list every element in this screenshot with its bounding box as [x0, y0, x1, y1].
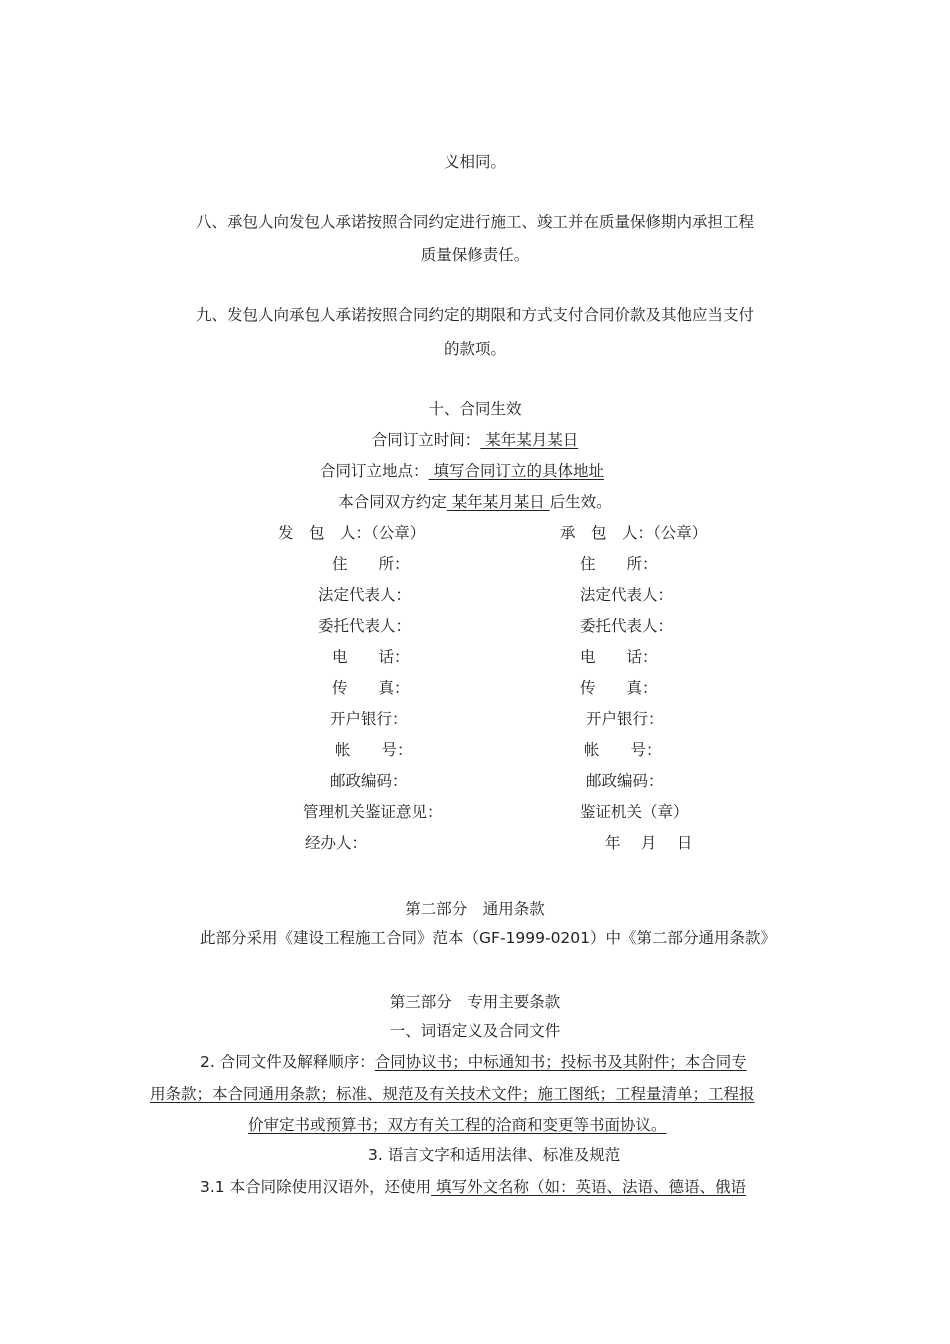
- employer-fax: 传 真：: [332, 679, 410, 697]
- item-2-text-1: 合同协议书；中标通知书；投标书及其附件；本合同专: [374, 1053, 747, 1071]
- contract-effect-suffix: 后生效。: [549, 493, 612, 511]
- employer-agent: 委托代表人：: [318, 617, 412, 635]
- item-3-heading: [368, 1143, 620, 1165]
- contract-effect-row: [0, 490, 950, 512]
- employer-phone: 电 话：: [332, 648, 410, 666]
- contract-time-label: 合同订立时间：: [371, 431, 481, 449]
- employer-bank: 开户银行：: [330, 710, 408, 728]
- contractor-bank: 开户银行：: [586, 710, 664, 728]
- item-2-number: 2: [200, 1053, 210, 1071]
- continuation-text: 义相同。: [443, 153, 506, 171]
- item-3-1-line: [200, 1175, 746, 1197]
- item-3-1-value: 填写外文名称（如：英语、法语、德语、俄语: [431, 1178, 747, 1196]
- handler: 经办人：: [305, 834, 368, 852]
- item-2-text-2: 用条款；本合同通用条款；标准、规范及有关技术文件；施工图纸；工程量清单；工程报: [150, 1085, 755, 1103]
- part-2-title: 第二部分 通用条款: [405, 900, 545, 918]
- contractor-account: 帐 号：: [584, 741, 662, 759]
- contract-effect-prefix: 本合同双方约定: [338, 493, 447, 511]
- contract-place-label: 合同订立地点：: [320, 462, 429, 480]
- contract-place-value: 填写合同订立的具体地址: [428, 462, 604, 480]
- part-2-desc-code: GF-1999-0201: [479, 929, 591, 947]
- item-3-label: . 语言文字和适用法律、标准及规范: [377, 1146, 621, 1164]
- contract-effect-value: 某年某月某日: [446, 493, 550, 511]
- authority-opinion: 管理机关鉴证意见：: [303, 803, 443, 821]
- employer-legal-rep: 法定代表人：: [318, 586, 412, 604]
- item-2-line-3: [248, 1113, 675, 1135]
- signature-date: 年 月 日: [605, 834, 693, 852]
- item-3-number: 3: [368, 1146, 378, 1164]
- contract-time-value: 某年某月某日: [480, 431, 579, 449]
- clause-9-line-2: 的款项。: [443, 340, 506, 358]
- employer-postcode: 邮政编码：: [330, 772, 408, 790]
- contract-place-row: [0, 459, 950, 481]
- item-2-text-3: 价审定书或预算书；双方有关工程的洽商和变更等书面协议。: [248, 1116, 667, 1134]
- part-3-subtitle: 一、词语定义及合同文件: [389, 1022, 561, 1040]
- part-2-description: [200, 926, 776, 948]
- employer-account: 帐 号：: [335, 741, 413, 759]
- part-3-title: 第三部分 专用主要条款: [389, 993, 561, 1011]
- part-2-desc-suffix: ）中《第二部分通用条款》: [590, 929, 777, 947]
- employer-party: 发 包 人：（公章）: [278, 524, 426, 542]
- part-2-desc-prefix: 此部分采用《建设工程施工合同》范本（: [200, 929, 480, 947]
- item-2-line-1: [200, 1050, 747, 1072]
- contractor-party: 承 包 人：（公章）: [560, 524, 708, 542]
- section-10-title: 十、合同生效: [428, 400, 522, 418]
- clause-8-line-2: 质量保修责任。: [420, 246, 530, 264]
- contractor-address: 住 所：: [580, 555, 658, 573]
- employer-address: 住 所：: [332, 555, 410, 573]
- item-3-1-label: 本合同除使用汉语外，还使用: [224, 1178, 432, 1196]
- item-3-1-number: 3.1: [200, 1178, 225, 1196]
- clause-9-line-1: 九、发包人向承包人承诺按照合同约定的期限和方式支付合同价款及其他应当支付: [195, 306, 754, 324]
- contract-time-row: [0, 428, 950, 450]
- contractor-agent: 委托代表人：: [580, 617, 674, 635]
- item-2-label: . 合同文件及解释顺序：: [209, 1053, 375, 1071]
- contractor-fax: 传 真：: [580, 679, 658, 697]
- contractor-legal-rep: 法定代表人：: [580, 586, 674, 604]
- item-2-line-2: [150, 1082, 755, 1104]
- contractor-postcode: 邮政编码：: [586, 772, 664, 790]
- contractor-phone: 电 话：: [580, 648, 658, 666]
- authority-seal: 鉴证机关（章）: [580, 803, 689, 821]
- clause-8-line-1: 八、承包人向发包人承诺按照合同约定进行施工、竣工并在质量保修期内承担工程: [195, 213, 754, 231]
